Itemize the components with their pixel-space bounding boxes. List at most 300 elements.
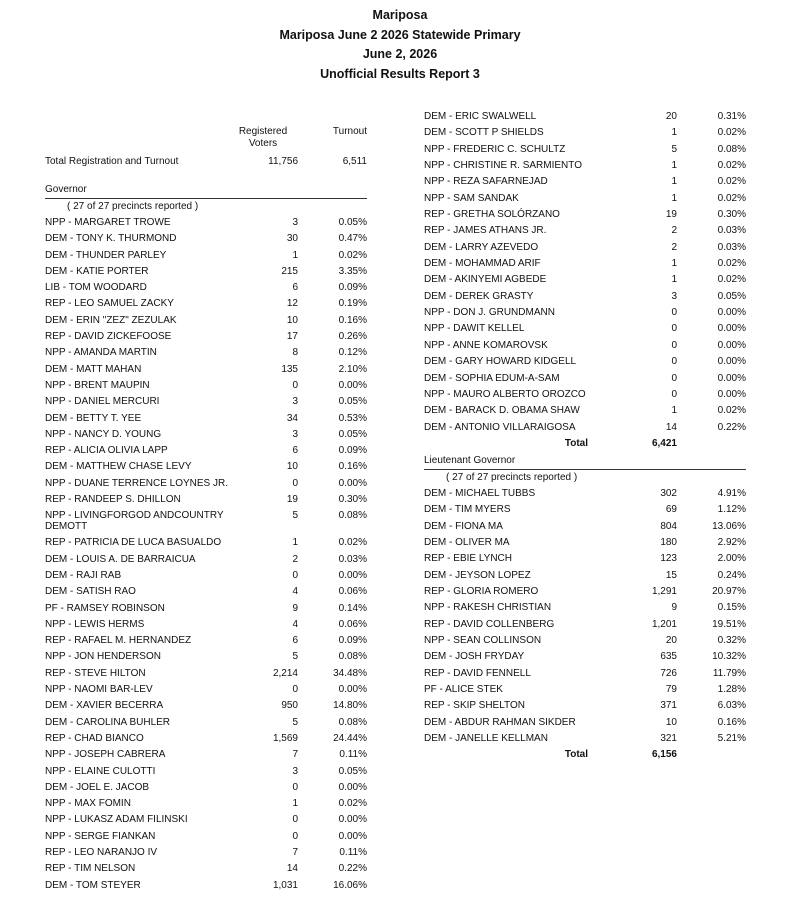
candidate-name: NPP - DANIEL MERCURI [45, 396, 160, 408]
candidate-votes: 950 [281, 700, 298, 712]
candidate-votes: 302 [660, 487, 677, 499]
candidate-votes: 2,214 [272, 667, 298, 679]
candidate-percent: 0.02% [338, 537, 367, 549]
candidate-row [45, 427, 375, 443]
candidate-row [45, 698, 375, 714]
candidate-percent: 0.00% [338, 477, 367, 489]
candidate-row [424, 125, 756, 141]
candidate-name: REP - JAMES ATHANS JR. [424, 225, 547, 237]
candidate-percent: 0.11% [339, 846, 367, 858]
candidate-row [424, 633, 756, 649]
governor-title: Governor [45, 184, 87, 195]
candidate-percent: 0.05% [338, 217, 367, 228]
candidate-votes: 9 [671, 602, 677, 614]
candidate-name: DEM - ANTONIO VILLARAIGOSA [424, 421, 576, 433]
candidate-row [424, 207, 756, 223]
candidate-row [45, 492, 375, 508]
candidate-row [45, 812, 375, 828]
candidate-row [424, 568, 756, 584]
candidate-votes: 180 [660, 536, 677, 548]
candidate-votes: 10 [286, 461, 298, 473]
governor-total-row [424, 436, 756, 452]
candidate-votes: 1 [292, 537, 298, 549]
candidate-name: NPP - DON J. GRUNDMANN [424, 307, 555, 319]
candidate-name: LIB - TOM WOODARD [45, 282, 147, 294]
candidate-percent: 3.35% [338, 265, 367, 277]
candidate-percent: 34.48% [333, 667, 367, 679]
candidate-row [424, 109, 756, 125]
candidate-votes: 1 [671, 176, 677, 188]
candidate-votes: 1,201 [651, 618, 677, 630]
candidate-name: NPP - NANCY D. YOUNG [45, 428, 162, 440]
candidate-row [45, 280, 375, 296]
candidate-votes: 0 [292, 814, 298, 826]
candidate-votes: 6 [292, 445, 298, 457]
candidate-row [45, 568, 375, 584]
candidate-votes: 3 [292, 428, 298, 440]
candidate-votes: 14 [665, 421, 677, 433]
candidate-row [424, 321, 756, 337]
candidate-row [424, 666, 756, 682]
candidate-row [45, 829, 375, 845]
candidate-percent: 0.16% [338, 314, 367, 326]
candidate-percent: 0.08% [338, 716, 367, 728]
candidate-name: REP - EBIE LYNCH [424, 553, 512, 565]
candidate-row [45, 508, 375, 535]
candidate-votes: 20 [665, 634, 677, 646]
total-votes: 6,421 [651, 437, 677, 449]
candidate-votes: 1 [292, 798, 298, 810]
lt-governor-precincts: ( 27 of 27 precincts reported ) [446, 471, 578, 483]
candidate-name: REP - ALICIA OLIVIA LAPP [45, 445, 168, 457]
candidate-percent: 0.02% [717, 176, 746, 188]
candidate-row [45, 861, 375, 877]
candidate-row [45, 584, 375, 600]
candidate-row [424, 649, 756, 665]
candidate-votes: 3 [671, 290, 677, 302]
candidate-row [45, 411, 375, 427]
candidate-row [424, 502, 756, 518]
candidate-name: NPP - JOSEPH CABRERA [45, 749, 166, 761]
candidate-name: DEM - DEREK GRASTY [424, 290, 534, 302]
candidate-percent: 0.03% [338, 553, 367, 565]
candidate-votes: 7 [292, 846, 298, 858]
candidate-name: DEM - JANELLE KELLMAN [424, 733, 548, 745]
candidate-percent: 0.00% [338, 684, 367, 696]
candidate-percent: 4.91% [717, 487, 746, 499]
candidate-row [45, 313, 375, 329]
candidate-row [424, 387, 756, 403]
candidate-name: NPP - LEWIS HERMS [45, 618, 145, 630]
candidate-votes: 321 [660, 733, 677, 745]
candidate-name: DEM - ERIC SWALWELL [424, 111, 537, 122]
candidate-votes: 1 [671, 192, 677, 204]
candidate-name: DEM - SOPHIA EDUM-A-SAM [424, 372, 560, 384]
candidate-row [424, 174, 756, 190]
candidate-votes: 9 [292, 602, 298, 614]
candidate-row [45, 535, 375, 551]
candidate-percent: 24.44% [333, 732, 367, 744]
candidate-row [45, 796, 375, 812]
candidate-votes: 5 [292, 510, 298, 522]
candidate-row [424, 731, 756, 747]
candidate-name: NPP - RAKESH CHRISTIAN [424, 602, 552, 614]
candidate-percent: 0.08% [717, 143, 746, 155]
candidate-name: DEM - TONY K. THURMOND [45, 233, 177, 245]
candidate-row [424, 240, 756, 256]
candidate-row [424, 617, 756, 633]
candidate-votes: 34 [286, 412, 298, 424]
turnout-count: 6,511 [342, 156, 367, 167]
candidate-votes: 1,291 [651, 585, 677, 597]
candidate-votes: 15 [665, 569, 677, 581]
candidate-row [45, 476, 375, 492]
candidate-row [45, 666, 375, 682]
candidate-percent: 0.00% [338, 569, 367, 581]
candidate-row [424, 256, 756, 272]
candidate-row [424, 289, 756, 305]
candidate-name: NPP - MAX FOMIN [45, 798, 131, 810]
candidate-name: DEM - JOSH FRYDAY [424, 651, 525, 663]
candidate-percent: 13.06% [712, 520, 746, 532]
candidate-percent: 0.08% [338, 651, 367, 663]
candidate-row [45, 394, 375, 410]
registration-row [45, 153, 375, 173]
candidate-votes: 1 [292, 249, 298, 261]
candidate-row [45, 845, 375, 861]
candidate-row [424, 715, 756, 731]
candidate-row [45, 601, 375, 617]
candidate-name: NPP - MAURO ALBERTO OROZCO [424, 388, 586, 400]
left-column [45, 122, 375, 894]
lt-governor-results [424, 486, 756, 748]
candidate-name: REP - DAVID COLLENBERG [424, 618, 555, 630]
candidate-name: NPP - LIVINGFORGOD ANDCOUNTRY DEMOTT [45, 510, 224, 533]
candidate-row [45, 248, 375, 264]
candidate-name: NPP - SERGE FIANKAN [45, 830, 156, 842]
candidate-percent: 0.00% [338, 830, 367, 842]
candidate-votes: 804 [660, 520, 677, 532]
candidate-name: NPP - ANNE KOMAROVSK [424, 339, 548, 351]
candidate-votes: 0 [671, 307, 677, 319]
candidate-row [45, 215, 375, 231]
candidate-votes: 0 [671, 388, 677, 400]
candidate-votes: 0 [292, 379, 298, 391]
candidate-votes: 0 [671, 339, 677, 351]
candidate-percent: 14.80% [333, 700, 367, 712]
candidate-percent: 0.30% [717, 209, 746, 221]
candidate-votes: 3 [292, 765, 298, 777]
candidate-name: DEM - LOUIS A. DE BARRAICUA [45, 553, 196, 565]
candidate-percent: 16.06% [333, 879, 367, 891]
candidate-votes: 7 [292, 749, 298, 761]
candidate-percent: 20.97% [712, 585, 746, 597]
candidate-row [424, 519, 756, 535]
candidate-percent: 0.06% [338, 586, 367, 598]
candidate-votes: 0 [292, 684, 298, 696]
candidate-row [45, 682, 375, 698]
candidate-votes: 371 [660, 700, 677, 712]
candidate-name: NPP - JON HENDERSON [45, 651, 161, 663]
candidate-percent: 0.00% [717, 339, 746, 351]
candidate-row [424, 551, 756, 567]
candidate-name: REP - CHAD BIANCO [45, 732, 144, 744]
candidate-percent: 0.02% [338, 249, 367, 261]
right-column [424, 109, 756, 763]
candidate-name: NPP - AMANDA MARTIN [45, 347, 157, 359]
candidate-votes: 0 [671, 356, 677, 368]
candidate-votes: 215 [281, 265, 298, 277]
candidate-row [424, 584, 756, 600]
candidate-votes: 8 [292, 347, 298, 359]
candidate-votes: 2 [671, 241, 677, 253]
candidate-votes: 3 [292, 396, 298, 408]
candidate-row [424, 305, 756, 321]
candidate-percent: 10.32% [712, 651, 746, 663]
candidate-name: REP - DAVID ZICKEFOOSE [45, 331, 172, 343]
candidate-name: DEM - BARACK D. OBAMA SHAW [424, 405, 580, 417]
candidate-votes: 0 [671, 372, 677, 384]
candidate-percent: 0.00% [338, 379, 367, 391]
candidate-votes: 3 [292, 217, 298, 228]
candidate-name: DEM - BETTY T. YEE [45, 412, 142, 424]
candidate-votes: 12 [286, 298, 298, 310]
candidate-percent: 0.09% [338, 635, 367, 647]
candidate-row [424, 158, 756, 174]
candidate-percent: 6.03% [717, 700, 746, 712]
candidate-percent: 0.03% [717, 225, 746, 237]
candidate-row [45, 649, 375, 665]
candidate-votes: 0 [292, 781, 298, 793]
total-votes: 6,156 [651, 749, 677, 761]
candidate-name: NPP - CHRISTINE R. SARMIENTO [424, 160, 582, 172]
candidate-row [424, 698, 756, 714]
candidate-percent: 0.16% [717, 716, 746, 728]
candidate-name: DEM - MOHAMMAD ARIF [424, 258, 541, 270]
candidate-votes: 69 [665, 504, 677, 516]
candidate-row [45, 329, 375, 345]
candidate-name: PF - ALICE STEK [424, 684, 503, 695]
candidate-name: DEM - OLIVER MA [424, 536, 510, 548]
candidate-percent: 0.12% [338, 347, 367, 359]
candidate-votes: 726 [660, 667, 677, 679]
candidate-row [45, 443, 375, 459]
candidate-votes: 2 [292, 553, 298, 565]
candidate-percent: 2.00% [717, 553, 746, 565]
candidate-percent: 0.00% [717, 356, 746, 368]
candidate-name: REP - GRETHA SOLÓRZANO [424, 209, 560, 221]
candidate-percent: 2.10% [338, 363, 367, 375]
candidate-row [45, 731, 375, 747]
candidate-percent: 0.05% [338, 765, 367, 777]
registered-voters-header: Registered Voters [238, 126, 288, 149]
candidate-name: REP - RAFAEL M. HERNANDEZ [45, 635, 192, 647]
candidate-name: DEM - TIM MYERS [424, 504, 511, 516]
candidate-percent: 0.24% [717, 569, 746, 581]
candidate-percent: 0.15% [717, 602, 746, 614]
candidate-name: NPP - LUKASZ ADAM FILINSKI [45, 814, 188, 826]
candidate-votes: 0 [292, 830, 298, 842]
candidate-row [45, 231, 375, 247]
candidate-row [45, 264, 375, 280]
candidate-votes: 0 [671, 323, 677, 335]
candidate-name: DEM - RAJI RAB [45, 569, 122, 581]
registration-label: Total Registration and Turnout [45, 156, 179, 167]
candidate-votes: 1 [671, 274, 677, 286]
candidate-name: DEM - THUNDER PARLEY [45, 249, 167, 261]
candidate-row [45, 552, 375, 568]
candidate-percent: 0.00% [717, 323, 746, 335]
candidate-votes: 4 [292, 618, 298, 630]
candidate-row [424, 682, 756, 698]
governor-results-right [424, 109, 756, 436]
candidate-percent: 19.51% [712, 618, 746, 630]
candidate-row [45, 878, 375, 894]
candidate-percent: 0.53% [338, 412, 367, 424]
candidate-percent: 0.30% [338, 494, 367, 506]
candidate-name: PF - RAMSEY ROBINSON [45, 602, 165, 614]
total-label: Total [564, 749, 588, 761]
candidate-name: DEM - JEYSON LOPEZ [424, 569, 531, 581]
candidate-name: DEM - KATIE PORTER [45, 265, 149, 277]
candidate-row [424, 272, 756, 288]
candidate-votes: 1 [671, 405, 677, 417]
candidate-name: DEM - MATTHEW CHASE LEVY [45, 461, 192, 473]
candidate-name: DEM - MATT MAHAN [45, 363, 142, 375]
candidate-name: NPP - ELAINE CULOTTI [45, 765, 156, 777]
candidate-votes: 5 [292, 716, 298, 728]
candidate-name: REP - LEO NARANJO IV [45, 846, 158, 858]
candidate-votes: 17 [286, 331, 298, 343]
candidate-votes: 635 [660, 651, 677, 663]
candidate-name: REP - RANDEEP S. DHILLON [45, 494, 181, 506]
candidate-percent: 0.05% [338, 396, 367, 408]
candidate-percent: 0.02% [338, 798, 367, 810]
candidate-name: REP - PATRICIA DE LUCA BASUALDO [45, 537, 222, 549]
candidate-percent: 11.79% [712, 667, 746, 679]
candidate-percent: 0.26% [338, 331, 367, 343]
turnout-header: Turnout [332, 126, 367, 137]
candidate-name: REP - DAVID FENNELL [424, 667, 531, 679]
total-label: Total [564, 437, 588, 449]
candidate-name: DEM - ABDUR RAHMAN SIKDER [424, 716, 576, 728]
candidate-row [45, 633, 375, 649]
candidate-name: REP - LEO SAMUEL ZACKY [45, 298, 174, 310]
candidate-row [45, 459, 375, 475]
candidate-row [45, 780, 375, 796]
county-title: Mariposa [372, 8, 428, 22]
candidate-percent: 0.22% [717, 421, 746, 433]
candidate-votes: 6 [292, 635, 298, 647]
candidate-name: DEM - GARY HOWARD KIDGELL [424, 356, 577, 368]
candidate-percent: 0.00% [717, 372, 746, 384]
candidate-name: REP - SKIP SHELTON [424, 700, 525, 712]
candidate-row [424, 142, 756, 158]
candidate-row [45, 715, 375, 731]
candidate-name: NPP - FREDERIC C. SCHULTZ [424, 143, 566, 155]
candidate-name: NPP - NAOMI BAR-LEV [45, 684, 153, 696]
candidate-votes: 0 [292, 569, 298, 581]
candidate-votes: 1 [671, 258, 677, 270]
candidate-name: NPP - DAWIT KELLEL [424, 323, 525, 335]
candidate-votes: 79 [665, 684, 677, 695]
candidate-percent: 0.32% [717, 634, 746, 646]
candidate-name: DEM - AKINYEMI AGBEDE [424, 274, 547, 286]
candidate-votes: 1 [671, 160, 677, 172]
candidate-votes: 10 [665, 716, 677, 728]
candidate-votes: 0 [292, 477, 298, 489]
governor-results-left [45, 215, 375, 894]
candidate-percent: 0.47% [338, 233, 367, 245]
candidate-name: DEM - SATISH RAO [45, 586, 136, 598]
candidate-row [424, 191, 756, 207]
candidate-percent: 0.22% [338, 863, 367, 875]
candidate-percent: 0.00% [338, 781, 367, 793]
candidate-percent: 5.21% [717, 733, 746, 745]
candidate-row [45, 764, 375, 780]
candidate-votes: 10 [286, 314, 298, 326]
candidate-name: REP - GLORIA ROMERO [424, 585, 539, 597]
election-date: June 2, 2026 [362, 47, 438, 61]
candidate-percent: 0.31% [717, 111, 746, 122]
candidate-row [424, 486, 756, 502]
candidate-name: NPP - BRENT MAUPIN [45, 379, 150, 391]
candidate-row [45, 362, 375, 378]
candidate-percent: 0.02% [717, 160, 746, 172]
candidate-percent: 0.09% [338, 282, 367, 294]
candidate-votes: 1,569 [272, 732, 298, 744]
candidate-percent: 0.11% [339, 749, 367, 761]
candidate-votes: 135 [281, 363, 298, 375]
lt-governor-title: Lieutenant Governor [424, 454, 516, 466]
candidate-percent: 2.92% [717, 536, 746, 548]
candidate-votes: 30 [286, 233, 298, 245]
candidate-percent: 1.12% [717, 504, 746, 516]
candidate-votes: 4 [292, 586, 298, 598]
candidate-row [45, 345, 375, 361]
candidate-votes: 20 [665, 111, 677, 122]
candidate-row [45, 747, 375, 763]
candidate-name: DEM - MICHAEL TUBBS [424, 487, 536, 499]
candidate-row [424, 338, 756, 354]
candidate-name: DEM - JOEL E. JACOB [45, 781, 150, 793]
candidate-percent: 0.06% [338, 618, 367, 630]
candidate-name: DEM - LARRY AZEVEDO [424, 241, 539, 253]
candidate-row [424, 420, 756, 436]
candidate-name: DEM - TOM STEYER [45, 879, 141, 891]
candidate-row [424, 354, 756, 370]
candidate-name: NPP - DUANE TERRENCE LOYNES JR. [45, 477, 229, 489]
candidate-name: DEM - FIONA MA [424, 520, 503, 532]
candidate-percent: 0.05% [717, 290, 746, 302]
candidate-name: DEM - ERIN "ZEZ" ZEZULAK [45, 314, 177, 326]
election-title: Mariposa June 2 2026 Statewide Primary [279, 27, 521, 42]
candidate-row [424, 223, 756, 239]
candidate-percent: 0.00% [338, 814, 367, 826]
candidate-row [45, 296, 375, 312]
lt-governor-total-row [424, 747, 756, 763]
candidate-row [45, 378, 375, 394]
candidate-votes: 19 [665, 209, 677, 221]
candidate-percent: 0.09% [338, 445, 367, 457]
candidate-row [424, 535, 756, 551]
candidate-votes: 6 [292, 282, 298, 294]
registered-count: 11,756 [268, 156, 298, 167]
candidate-name: NPP - SEAN COLLINSON [424, 634, 542, 646]
candidate-percent: 0.00% [717, 388, 746, 400]
candidate-row [424, 403, 756, 419]
candidate-percent: 0.00% [717, 307, 746, 319]
